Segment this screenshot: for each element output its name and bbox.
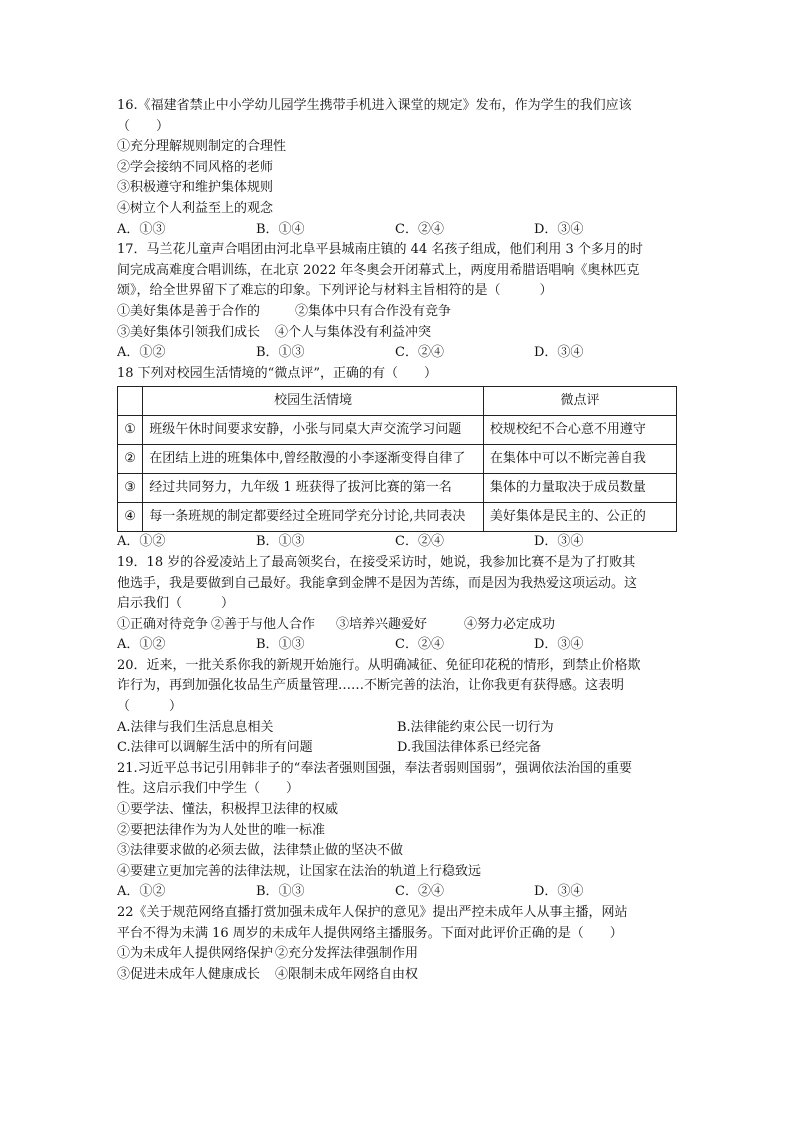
question-20 [117, 656, 677, 759]
table-header-comment: 微点评 [483, 387, 676, 416]
question-18 [117, 364, 677, 553]
option-b[interactable]: B．①③ [256, 345, 305, 361]
question-21-item-4: ④要建立更加完善的法律法规，让国家在法治的轨道上行稳致远 [117, 863, 482, 879]
question-21-options [117, 882, 677, 903]
option-b[interactable]: B．①③ [256, 637, 305, 653]
option-a[interactable]: A.法律与我们生活息息相关 [117, 719, 274, 735]
question-21-stem-line-2: 性。这启示我们中学生（ ） [117, 781, 300, 797]
option-d[interactable]: D．③④ [534, 637, 584, 653]
question-20-stem-line-3: （ ） [117, 699, 183, 715]
option-c[interactable]: C．②④ [395, 534, 444, 550]
option-d[interactable]: D．③④ [534, 884, 584, 900]
question-20-stem-line-2: 诈行为，再到加强化妆品生产质量管理……不断完善的法治，让你我更有获得感。这表明 [117, 678, 625, 694]
table-cell-comment: 集体的力量取决于成员数量 [483, 474, 676, 503]
question-22-item-2: ②充分发挥法律强制作用 [275, 946, 419, 962]
question-19-item-1: ①正确对待竞争 [117, 616, 209, 632]
table-cell-index: ④ [118, 503, 143, 532]
option-a[interactable]: A．①② [117, 637, 166, 653]
question-17-item-1: ①美好集体是善于合作的 [117, 303, 261, 319]
table-cell-index: ③ [118, 474, 143, 503]
question-18-stem: 18 下列对校园生活情境的“微点评”，正确的有（ ） [117, 365, 437, 381]
option-d[interactable]: D．③④ [534, 534, 584, 550]
question-16-item-1: ①充分理解规则制定的合理性 [117, 139, 287, 155]
question-20-options-row-1 [117, 718, 677, 739]
option-a[interactable]: A．①③ [117, 221, 166, 237]
option-b[interactable]: B．①③ [256, 884, 305, 900]
question-21-stem-line-1: 21.习近平总书记引用韩非子的“奉法者强则国强，奉法者弱则国弱”，强调依法治国的重要 [117, 760, 632, 776]
table-cell-index: ① [118, 416, 143, 445]
question-19-items [117, 615, 677, 636]
table-cell-comment: 校规校纪不合心意不用遵守 [483, 416, 676, 445]
option-d[interactable]: D．③④ [534, 345, 584, 361]
question-17-items-row-2 [117, 323, 677, 344]
question-16-item-2: ②学会接纳不同风格的老师 [117, 159, 274, 175]
question-17-items-row-1 [117, 302, 677, 323]
question-22-stem-line-1: 22《关于规范网络直播打赏加强未成年人保护的意见》提出严控未成年人从事主播，网站 [117, 905, 628, 920]
question-17-item-4: ④个人与集体没有利益冲突 [275, 324, 432, 340]
option-c[interactable]: C．②④ [395, 884, 444, 900]
question-22-items-row-1 [117, 944, 677, 965]
option-d[interactable]: D．③④ [534, 221, 584, 237]
question-17-item-2: ②集体中只有合作没有竞争 [295, 303, 452, 319]
table-header-situation: 校园生活情境 [143, 387, 484, 416]
question-22-item-4: ④限制未成年网络自由权 [275, 966, 419, 982]
table-cell-comment: 在集体中可以不断完善自我 [483, 445, 676, 474]
table-row [118, 445, 677, 474]
question-17 [117, 240, 677, 364]
table-cell-index: ② [118, 445, 143, 474]
question-22-items-row-2 [117, 965, 677, 986]
option-c[interactable]: C．②④ [395, 345, 444, 361]
question-21 [117, 759, 677, 903]
question-17-options [117, 343, 677, 364]
question-19-options [117, 635, 677, 656]
question-22 [117, 903, 677, 985]
question-17-item-3: ③美好集体引领我们成长 [117, 324, 261, 340]
question-21-item-3: ③法律要求做的必须去做，法律禁止做的坚决不做 [117, 843, 404, 859]
question-17-stem-line-1: 17．马兰花儿童声合唱团由河北阜平县城南庄镇的 44 名孩子组成，他们利用 3 个多月的时 [117, 242, 643, 258]
question-20-stem-line-1: 20．近来，一批关系你我的新规开始施行。从明确减征、免征印花税的情形，到禁止价格欺 [117, 657, 641, 673]
question-16-stem-line-1: 16.《福建省禁止中小学幼儿园学生携带手机进入课堂的规定》发布，作为学生的我们应该 [117, 98, 632, 113]
question-19-stem-line-1: 19．18 岁的谷爱凌站上了最高领奖台，在接受采访时，她说，我参加比赛不是为了打败其 [117, 554, 636, 570]
option-c[interactable]: C．②④ [395, 637, 444, 653]
question-22-item-3: ③促进未成年人健康成长 [117, 966, 261, 982]
table-row [118, 416, 677, 445]
question-16-item-3: ③积极遵守和维护集体规则 [117, 180, 274, 196]
option-d[interactable]: D.我国法律体系已经完备 [397, 740, 542, 756]
table-row [118, 474, 677, 503]
option-b[interactable]: B．①③ [256, 534, 305, 550]
question-19-item-3: ③培养兴趣爱好 [336, 616, 428, 632]
question-20-options-row-2 [117, 738, 677, 759]
exam-page [117, 96, 677, 985]
table-row [118, 503, 677, 532]
table-cell-situation: 在团结上进的班集体中,曾经散漫的小李逐渐变得自律了 [143, 445, 484, 474]
question-19-item-4: ④努力必定成功 [464, 616, 556, 632]
option-a[interactable]: A．①② [117, 884, 166, 900]
question-16-stem-line-2: （ ） [117, 118, 170, 134]
table-header-row [118, 387, 677, 416]
question-16-item-4: ④树立个人利益至上的观念 [117, 200, 274, 216]
question-17-stem-line-3: 颂》，给全世界留下了难忘的印象。下列评论与材料主旨相符的是（ ） [117, 283, 553, 299]
table-cell-situation: 班级午休时间要求安静，小张与同桌大声交流学习问题 [143, 416, 484, 445]
question-19-item-2: ②善于与他人合作 [211, 616, 316, 632]
question-21-item-2: ②要把法律作为为人处世的唯一标准 [117, 822, 326, 838]
option-c[interactable]: C.法律可以调解生活中的所有问题 [117, 740, 313, 756]
option-a[interactable]: A．①② [117, 534, 166, 550]
table-header-index [118, 387, 143, 416]
question-22-stem-line-2: 平台不得为未满 16 周岁的未成年人提供网络主播服务。下面对此评价正确的是（ ） [117, 925, 623, 941]
option-a[interactable]: A．①② [117, 345, 166, 361]
question-18-table [117, 386, 677, 532]
question-18-options [117, 532, 677, 553]
table-cell-situation: 经过共同努力，九年级 1 班获得了拔河比赛的第一名 [143, 474, 484, 503]
option-b[interactable]: B.法律能约束公民一切行为 [397, 719, 554, 735]
table-cell-situation: 每一条班规的制定都要经过全班同学充分讨论,共同表决 [143, 503, 484, 532]
question-19-stem-line-3: 启示我们（ ） [117, 596, 235, 612]
question-19-stem-line-2: 他选手，我是要做到自己最好。我能拿到金牌不是因为苦练，而是因为我热爱这项运动。这 [117, 575, 638, 591]
question-22-item-1: ①为未成年人提供网络保护 [117, 946, 274, 962]
question-19 [117, 553, 677, 656]
option-c[interactable]: C．②④ [395, 221, 444, 237]
option-b[interactable]: B．①④ [256, 221, 305, 237]
question-21-item-1: ①要学法、懂法，积极捍卫法律的权威 [117, 802, 339, 818]
question-16-options [117, 220, 677, 241]
question-16 [117, 96, 677, 240]
table-cell-comment: 美好集体是民主的、公正的 [483, 503, 676, 532]
question-17-stem-line-2: 间完成高难度合唱训练，在北京 2022 年冬奥会开闭幕式上，两度用希腊语唱响《奥林匹克 [117, 262, 640, 278]
